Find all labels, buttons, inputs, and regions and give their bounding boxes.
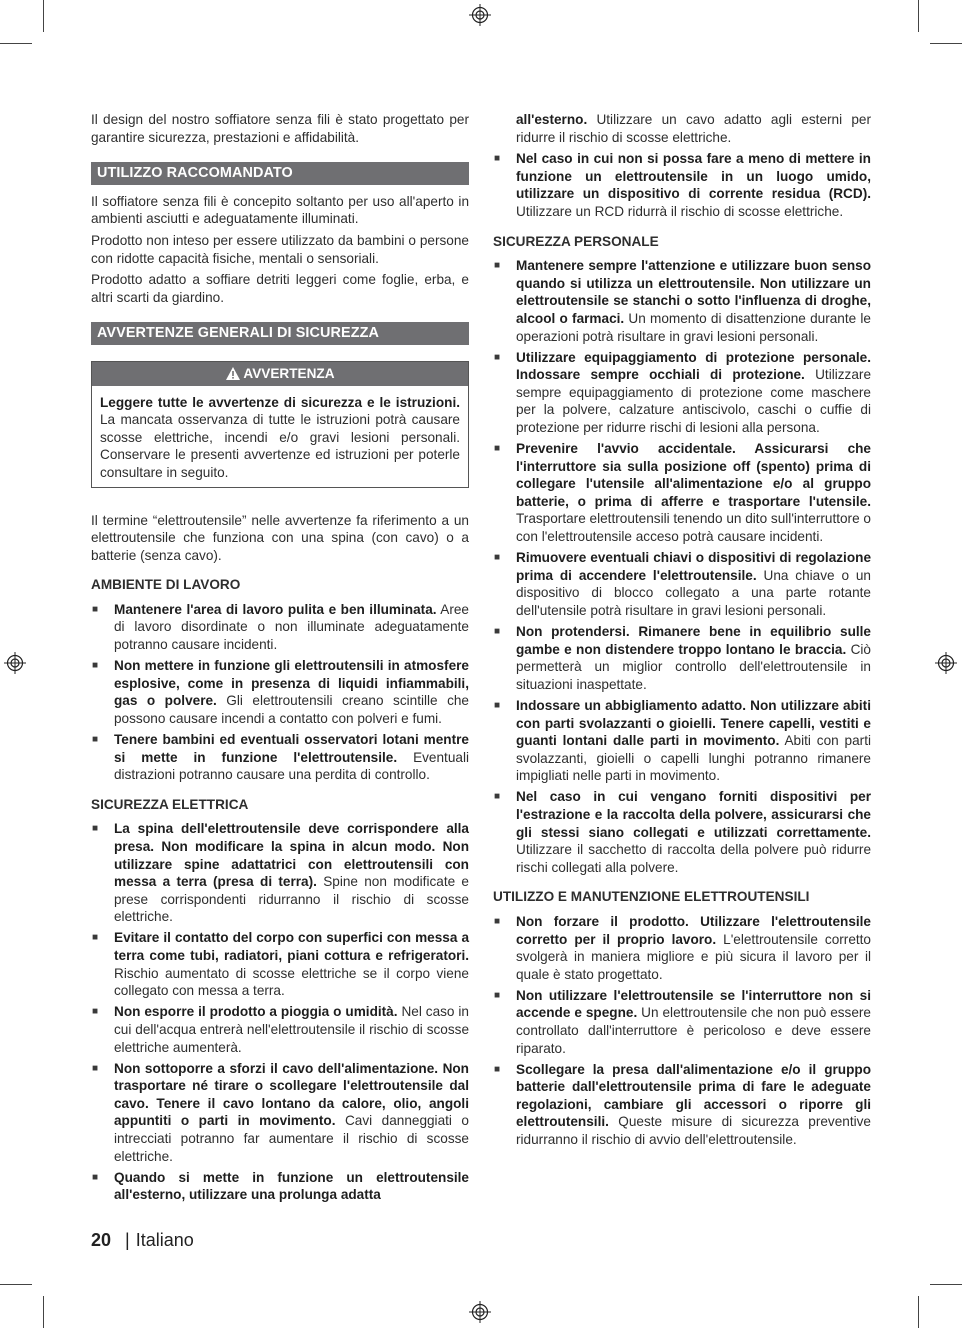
- crop-mark: [930, 1284, 962, 1285]
- list-item: [91, 1060, 469, 1166]
- item-bold: Non esporre il prodotto a pioggia o umidità.: [114, 1004, 398, 1020]
- rcd-list: [493, 150, 871, 220]
- intro-paragraph: Il design del nostro soffiatore senza fili è stato progettato per garantire sicurezza, prestazioni e affidabilità.: [91, 112, 469, 145]
- footer-separator: |: [125, 1230, 130, 1250]
- list-item: [91, 820, 469, 926]
- bullet-icon: ■: [92, 932, 99, 944]
- item-text: Una chiave o un dispositivo di blocco collegato a una parte rotante dell'utensile potrà risultare in gravi lesioni personali.: [516, 567, 871, 618]
- page-number: 20: [91, 1230, 112, 1250]
- item-text: Queste misure di sicurezza preventive ridurranno il rischio di avvio dell'elettroutensile.: [516, 1114, 871, 1148]
- registration-mark-icon: [935, 652, 957, 674]
- item-bold: Non sottoporre a sforzi il cavo dell'alimentazione. Non trasportare né tirare o scollegare l'elettroutensile dal cavo. Tenere il cavo lontano da calore, olio, angoli appuntiti o parti in movimento.: [114, 1060, 469, 1129]
- list-item: [493, 440, 871, 546]
- warning-body: [92, 386, 468, 487]
- item-bold: all'esterno.: [516, 112, 588, 127]
- item-bold: Non forzare il prodotto. Utilizzare l'elettroutensile corretto per il proprio lavoro.: [516, 913, 871, 947]
- item-bold: Non mettere in funzione gli elettroutensili in atmosfere esplosive, come in presenza di liquidi infiammabili, gas o polvere.: [114, 658, 469, 709]
- footer-language: Italiano: [135, 1230, 194, 1250]
- continued-paragraph: [493, 111, 871, 146]
- item-text: Un momento di disattenzione durante le operazioni potrà risultare in gravi lesioni personali.: [516, 310, 871, 344]
- list-item: [91, 601, 469, 654]
- registration-mark-icon: [4, 652, 26, 674]
- section-header-utilizzo-raccomandato: UTILIZZO RACCOMANDATO: [91, 162, 469, 185]
- bullet-icon: ■: [494, 153, 501, 165]
- item-bold: Quando si mette in funzione un elettroutensile all'esterno, utilizzare una prolunga adatta: [114, 1169, 469, 1203]
- left-column: [91, 111, 469, 1207]
- item-bold: Utilizzare equipaggiamento di protezione personale. Indossare sempre occhiali di protezione.: [516, 349, 871, 383]
- bullet-icon: ■: [92, 1171, 99, 1183]
- list-item: [493, 913, 871, 983]
- crop-mark: [918, 0, 919, 32]
- list-item: [493, 697, 871, 785]
- item-text: Gli elettroutensili creano scintille che possono causare incendi a contatto con polveri e fumi.: [114, 693, 469, 726]
- item-bold: Mantenere l'area di lavoro pulita e ben illuminata.: [114, 601, 437, 617]
- subheading-ambiente-di-lavoro: AMBIENTE DI LAVORO: [91, 577, 241, 593]
- paragraph: Il soffiatore senza fili è concepito soltanto per uso all'aperto in ambienti asciutti e adeguatamente illuminati.: [91, 193, 469, 227]
- item-bold: Mantenere sempre l'attenzione e utilizzare buon senso quando si utilizza un elettroutensile. Non utilizzare un elettroutensile se stanchi o sotto l'influenza di droghe, alcool o farmaci.: [516, 258, 871, 326]
- bullet-icon: ■: [494, 552, 501, 564]
- list-item: [493, 788, 871, 876]
- list-item: [91, 1003, 469, 1056]
- bullet-icon: ■: [494, 915, 501, 927]
- item-bold: Non protendersi. Rimanere bene in equilibrio sulle gambe e non distendere troppo lontano le braccia.: [516, 624, 871, 657]
- warning-header: [92, 362, 468, 386]
- item-text: Utilizzare il sacchetto di raccolta della polvere può ridurre rischi collegati alla polvere.: [516, 842, 871, 875]
- bullet-icon: ■: [92, 734, 99, 746]
- item-text: Spine non modificate e prese corrispondenti ridurranno il rischio di scosse elettriche.: [114, 874, 469, 925]
- crop-mark: [0, 1284, 32, 1285]
- item-text: Un elettroutensile che non può essere controllato dall'interruttore è pericoloso e deve essere riparato.: [516, 1005, 871, 1056]
- item-bold: Rimuovere eventuali chiavi o dispositivi di regolazione prima di accendere l'elettroutensile.: [516, 550, 871, 583]
- elettrica-list: [91, 820, 469, 1203]
- item-bold: Evitare il contatto del corpo con superfici con messa a terra come tubi, radiatori, piani cottura e refrigeratori.: [114, 930, 469, 964]
- item-text: Utilizzare un RCD ridurrà il rischio di scosse elettriche.: [516, 203, 844, 219]
- item-text: Utilizzare sempre equipaggiamento di protezione come maschere per la polvere, calzature antiscivolo, caschi o cuffie di protezione per ridurre rischi di lesioni alla persona.: [516, 367, 872, 435]
- crop-mark: [930, 43, 962, 44]
- subheading-utilizzo-e-manutenzione: UTILIZZO E MANUTENZIONE ELETTROUTENSILI: [493, 889, 810, 905]
- list-item: [91, 1169, 469, 1204]
- crop-mark: [918, 1296, 919, 1328]
- list-item: [91, 929, 469, 999]
- page-footer: [91, 1230, 194, 1251]
- item-bold: Scollegare la presa dall'alimentazione e/o il gruppo batterie dall'elettroutensile prima di fare le adeguate regolazioni, cambiare gli accessori o riporre gli elettroutensili.: [516, 1061, 871, 1130]
- item-text: L'elettroutensile corretto svolgerà in maniera migliore e più sicura il lavoro per il quale è stato progettato.: [516, 931, 871, 982]
- list-item: [493, 987, 871, 1057]
- bullet-icon: ■: [92, 823, 99, 835]
- item-text: Aree di lavoro disordinate o non illuminate adeguatamente potranno causare incidenti.: [114, 601, 469, 653]
- manutenzione-list: [493, 913, 871, 1149]
- item-text: Abiti con parti svolazzanti, gioielli o capelli lunghi potranno rimanere impigliati nelle parti in movimento.: [516, 733, 871, 784]
- bullet-icon: ■: [494, 791, 501, 803]
- subheading-sicurezza-personale: SICUREZZA PERSONALE: [493, 233, 659, 249]
- bullet-icon: ■: [494, 443, 501, 455]
- crop-mark: [43, 0, 44, 32]
- crop-mark: [0, 43, 32, 44]
- term-paragraph: Il termine “elettroutensile” nelle avvertenze fa riferimento a un elettroutensile che funziona con una spina (con cavo) o a batterie (senza cavo).: [91, 512, 469, 563]
- item-bold: Nel caso in cui vengano forniti dispositivi per l'estrazione e la raccolta della polvere, assicurarsi che gli stessi siano collegati e utilizzati correttamente.: [516, 789, 871, 840]
- item-text: Rischio aumentato di scosse elettriche se il corpo viene collegato con messa a terra.: [114, 965, 469, 999]
- list-item: [493, 349, 871, 437]
- list-item: [91, 731, 469, 784]
- list-item: [91, 657, 469, 727]
- subheading-sicurezza-elettrica: SICUREZZA ELETTRICA: [91, 796, 249, 812]
- section-header-avvertenze-generali: AVVERTENZE GENERALI DI SICUREZZA: [91, 322, 469, 345]
- warning-text: La mancata osservanza di tutte le istruzioni potrà causare scosse elettriche, incendi e/o gravi lesioni personali. Conservare le presenti avvertenze ed istruzioni per poterle consultare in seguito.: [100, 412, 460, 480]
- bullet-icon: ■: [92, 603, 99, 615]
- crop-mark: [43, 1296, 44, 1328]
- list-item: [493, 623, 871, 693]
- item-text: Utilizzare un cavo adatto agli esterni per ridurre il rischio di scosse elettriche.: [516, 112, 871, 145]
- bullet-icon: ■: [92, 660, 99, 672]
- item-bold: Non utilizzare l'elettroutensile se l'interruttore non si accende e spegne.: [516, 987, 871, 1021]
- bullet-icon: ■: [494, 260, 501, 272]
- warning-box: [91, 361, 469, 488]
- item-text: Ciò permetterà un miglior controllo dell'elettroutensile in situazioni inaspettate.: [516, 641, 871, 692]
- list-item: [493, 257, 871, 345]
- paragraph: Prodotto adatto a soffiare detriti leggeri come foglie, erba, e altri scarti da giardino.: [91, 272, 469, 305]
- right-column: [493, 111, 871, 1152]
- ambiente-list: [91, 601, 469, 784]
- list-item: [493, 1061, 871, 1149]
- item-text: Eventuali distrazioni potranno causare una perdita di controllo.: [114, 749, 469, 783]
- item-bold: Prevenire l'avvio accidentale. Assicurarsi che l'interruttore sia sulla posizione off (spento) prima di collegare l'utensile all'alimentazione e/o al gruppo batterie, o prima di afferre e trasportare l'utensile.: [516, 441, 871, 509]
- item-bold: La spina dell'elettroutensile deve corrispondere alla presa. Non modificare la spina in alcun modo. Non utilizzare spine adattatrici con elettroutensili con messa a terra (presa di terra).: [114, 821, 469, 890]
- item-text: Cavi danneggiati o intrecciati potranno far aumentare il rischio di scosse elettriche.: [114, 1113, 469, 1164]
- warning-label: AVVERTENZA: [243, 365, 335, 381]
- item-bold: Tenere bambini ed eventuali osservatori lotani mentre si mette in funzione l'elettroutensile.: [114, 732, 469, 765]
- list-item: [493, 549, 871, 619]
- bullet-icon: ■: [494, 626, 501, 638]
- personale-list: [493, 257, 871, 876]
- item-bold: Nel caso in cui non si possa fare a meno di mettere in funzione un elettroutensile in un luogo umido, utilizzare un dispositivo di corrente residua (RCD).: [516, 151, 871, 202]
- paragraph: Prodotto non inteso per essere utilizzato da bambini o persone con ridotte capacità fisiche, mentali o sensoriali.: [91, 232, 469, 266]
- warning-bold: Leggere tutte le avvertenze di sicurezza e le istruzioni.: [100, 394, 460, 410]
- bullet-icon: ■: [494, 1063, 501, 1075]
- item-text: Trasportare elettroutensili tenendo un dito sull'interruttore o con l'elettroutensile acceso potrà causare incidenti.: [516, 511, 871, 545]
- item-bold: Indossare un abbigliamento adatto. Non utilizzare abiti con parti svolazzanti o gioielli. Tenere capelli, vestiti e guanti lontani dalle parti in movimento.: [516, 697, 871, 749]
- bullet-icon: ■: [494, 699, 501, 711]
- warning-triangle-icon: [225, 366, 241, 381]
- list-item: [493, 150, 871, 220]
- bullet-icon: ■: [92, 1006, 99, 1018]
- bullet-icon: ■: [494, 989, 501, 1001]
- registration-mark-icon: [469, 1301, 491, 1323]
- bullet-icon: ■: [494, 351, 501, 363]
- bullet-icon: ■: [92, 1062, 99, 1074]
- registration-mark-icon: [469, 4, 491, 26]
- item-text: Nel caso in cui dell'acqua entrerà nell'elettroutensile il rischio di scosse elettriche aumenterà.: [114, 1004, 469, 1055]
